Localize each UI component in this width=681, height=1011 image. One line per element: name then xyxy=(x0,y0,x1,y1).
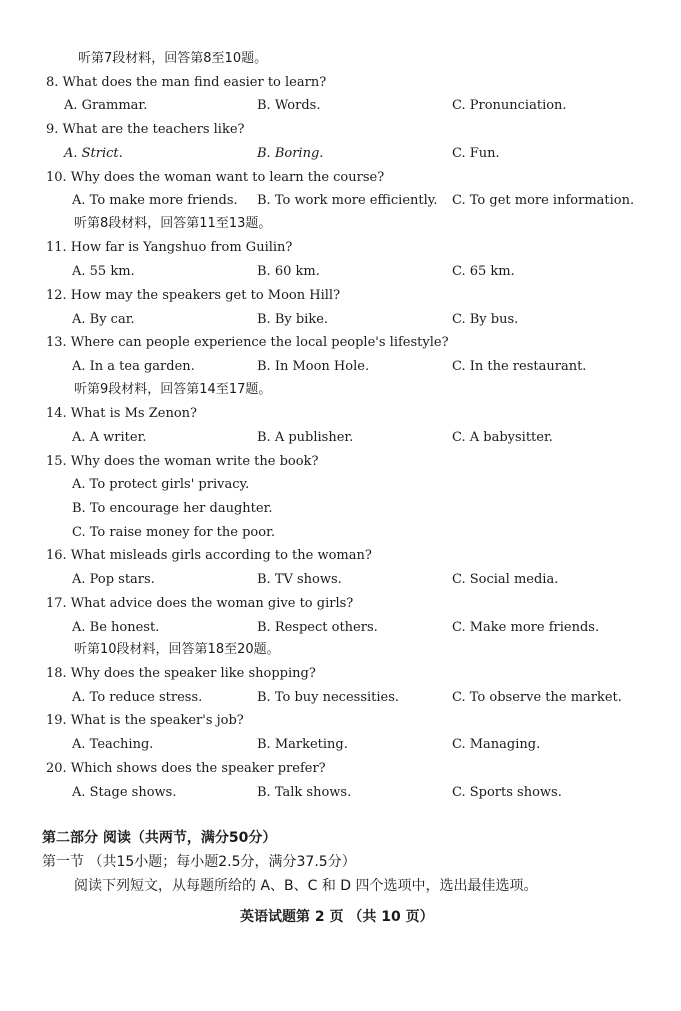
q10-option-c: C. To get more information. xyxy=(452,193,635,208)
q10-option-b: B. To work more efficiently. xyxy=(257,193,438,208)
q16-option-a: A. Pop stars. xyxy=(72,572,155,587)
q20-option-a: A. Stage shows. xyxy=(72,785,177,800)
q15-option-b: B. To encourage her daughter. xyxy=(72,501,273,516)
q14-option-b: B. A publisher. xyxy=(257,430,354,445)
question-11: 11. How far is Yangshuo from Guilin? xyxy=(46,240,293,255)
reading-instruction: 阅读下列短文，从每题所给的 A、B、C 和 D 四个选项中，选出最佳选项。 xyxy=(74,878,538,894)
q15-option-a: A. To protect girls' privacy. xyxy=(72,477,250,492)
q12-option-c: C. By bus. xyxy=(452,312,519,327)
q19-option-b: B. Marketing. xyxy=(257,737,348,752)
q11-option-b: B. 60 km. xyxy=(257,264,320,279)
section-one-heading: 第一节 （共15小题；每小题2.5分，满分37.5分） xyxy=(42,854,356,870)
q13-option-a: A. In a tea garden. xyxy=(72,359,195,374)
q8-option-b: B. Words. xyxy=(257,98,321,113)
question-8: 8. What does the man find easier to learn? xyxy=(46,75,327,90)
q9-option-b: B. Boring. xyxy=(257,146,324,161)
section-8-instruction: 听第8段材料，回答第11至13题。 xyxy=(74,216,272,231)
question-20: 20. Which shows does the speaker prefer? xyxy=(46,761,326,776)
q14-option-a: A. A writer. xyxy=(72,430,147,445)
question-12: 12. How may the speakers get to Moon Hill? xyxy=(46,288,341,303)
question-15: 15. Why does the woman write the book? xyxy=(46,454,319,469)
q11-option-a: A. 55 km. xyxy=(72,264,135,279)
q16-option-c: C. Social media. xyxy=(452,572,559,587)
q8-option-a: A. Grammar. xyxy=(64,98,148,113)
question-16: 16. What misleads girls according to the woman? xyxy=(46,548,372,563)
q13-option-c: C. In the restaurant. xyxy=(452,359,587,374)
q17-option-b: B. Respect others. xyxy=(257,620,378,635)
q18-option-c: C. To observe the market. xyxy=(452,690,622,705)
q20-option-c: C. Sports shows. xyxy=(452,785,562,800)
question-9: 9. What are the teachers like? xyxy=(46,122,245,137)
q9-option-a: A. Strict. xyxy=(64,146,123,161)
q17-option-c: C. Make more friends. xyxy=(452,620,600,635)
q19-option-c: C. Managing. xyxy=(452,737,541,752)
q20-option-b: B. Talk shows. xyxy=(257,785,352,800)
q12-option-a: A. By car. xyxy=(72,312,135,327)
q16-option-b: B. TV shows. xyxy=(257,572,342,587)
q11-option-c: C. 65 km. xyxy=(452,264,515,279)
question-14: 14. What is Ms Zenon? xyxy=(46,406,197,421)
section-10-instruction: 听第10段材料，回答第18至20题。 xyxy=(74,642,280,657)
q18-option-b: B. To buy necessities. xyxy=(257,690,400,705)
page-footer: 英语试题第 2 页 （共 10 页） xyxy=(240,909,434,925)
section-9-instruction: 听第9段材料，回答第14至17题。 xyxy=(74,382,272,397)
section-7-instruction: 听第7段材料，回答第8至10题。 xyxy=(78,51,268,66)
q10-option-a: A. To make more friends. xyxy=(72,193,238,208)
q13-option-b: B. In Moon Hole. xyxy=(257,359,370,374)
question-10: 10. Why does the woman want to learn the course? xyxy=(46,170,385,185)
q14-option-c: C. A babysitter. xyxy=(452,430,553,445)
q17-option-a: A. Be honest. xyxy=(72,620,160,635)
q9-option-c: C. Fun. xyxy=(452,146,500,161)
question-13: 13. Where can people experience the local people's lifestyle? xyxy=(46,335,449,350)
part-two-heading: 第二部分 阅读（共两节，满分50分） xyxy=(42,830,277,846)
q19-option-a: A. Teaching. xyxy=(72,737,154,752)
q12-option-b: B. By bike. xyxy=(257,312,329,327)
question-19: 19. What is the speaker's job? xyxy=(46,713,244,728)
question-17: 17. What advice does the woman give to girls? xyxy=(46,596,354,611)
q8-option-c: C. Pronunciation. xyxy=(452,98,567,113)
q15-option-c: C. To raise money for the poor. xyxy=(72,525,275,540)
question-18: 18. Why does the speaker like shopping? xyxy=(46,666,316,681)
q18-option-a: A. To reduce stress. xyxy=(72,690,203,705)
